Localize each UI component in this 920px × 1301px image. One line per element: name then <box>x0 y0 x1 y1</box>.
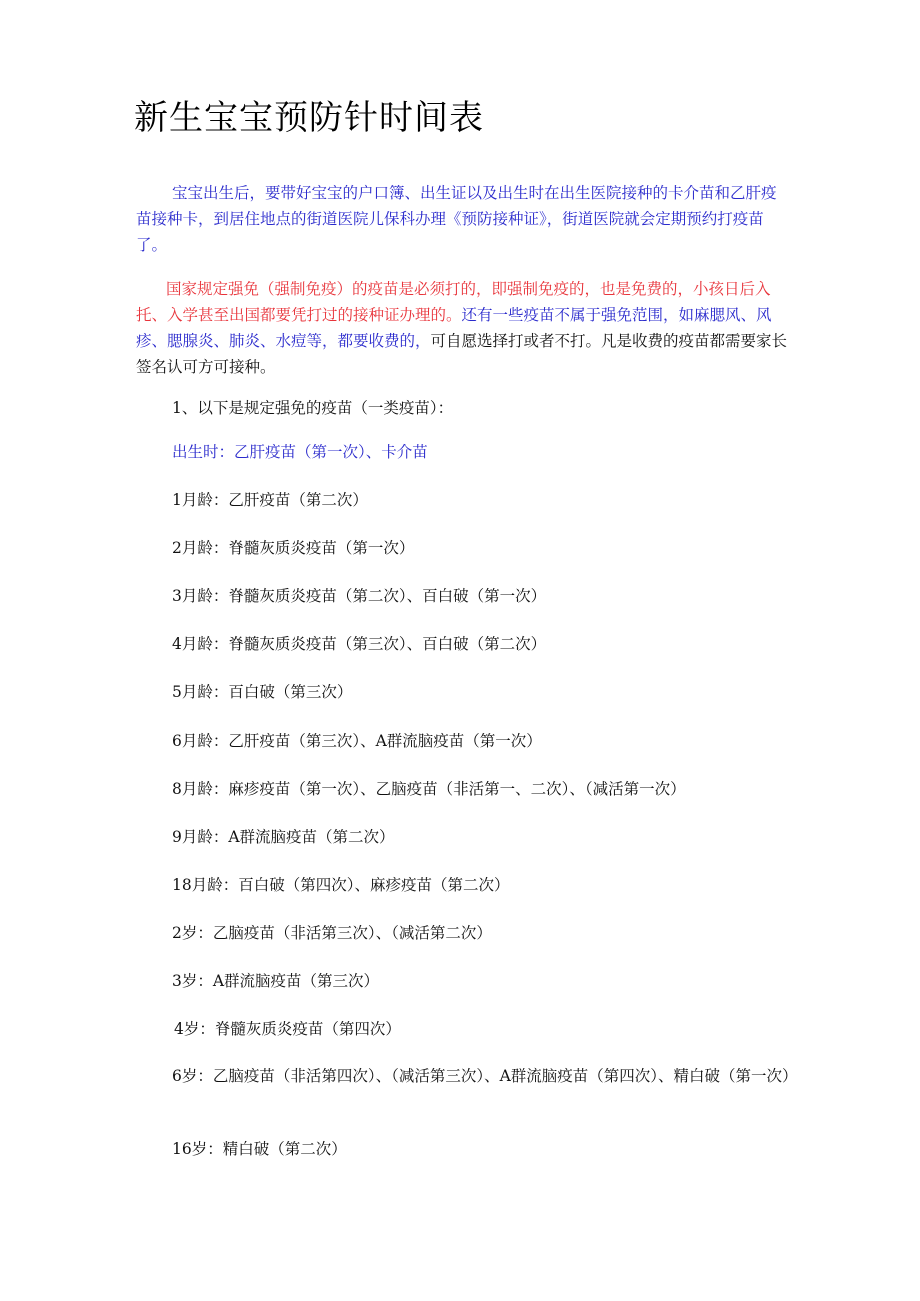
section-heading: 1、以下是规定强免的疫苗（一类疫苗）： <box>172 399 454 417</box>
schedule-item-6-month: 6月龄：乙肝疫苗（第三次）、A群流脑疫苗（第一次） <box>172 732 542 750</box>
schedule-item-18-month: 18月龄：百白破（第四次）、麻疹疫苗（第二次） <box>172 876 510 894</box>
schedule-item-2-month: 2月龄：脊髓灰质炎疫苗（第一次） <box>172 539 415 557</box>
schedule-item-1-month: 1月龄：乙肝疫苗（第二次） <box>172 491 368 509</box>
schedule-item-3-month: 3月龄：脊髓灰质炎疫苗（第二次）、百白破（第一次） <box>172 587 547 605</box>
policy-mandatory-text: 国家规定强免（强制免疫）的疫苗是必须打的，即强制免疫的，也是免费的，小孩日后入托、入学甚至出国都要凭打过的接种证办理的。 <box>136 280 771 324</box>
schedule-item-8-month: 8月龄：麻疹疫苗（第一次）、乙脑疫苗（非活第一、二次）、（减活第一次） <box>172 780 686 798</box>
schedule-item-3-year: 3岁：A群流脑疫苗（第三次） <box>172 972 380 990</box>
policy-optional-text: 还有一些疫苗不属于强免范围，如麻腮风、风疹、腮腺炎、肺炎、水痘等，都要收费的， <box>136 306 772 350</box>
schedule-item-4-year: 4岁：脊髓灰质炎疫苗（第四次） <box>174 1020 401 1038</box>
page-title: 新生宝宝预防针时间表 <box>134 98 484 138</box>
schedule-item-2-year: 2岁：乙脑疫苗（非活第三次）、（减活第二次） <box>172 924 492 942</box>
schedule-item-16-year: 16岁：精白破（第二次） <box>172 1140 347 1158</box>
schedule-item-birth: 出生时：乙肝疫苗（第一次）、卡介苗 <box>172 443 428 461</box>
policy-paragraph <box>136 276 788 380</box>
schedule-item-5-month: 5月龄：百白破（第三次） <box>172 683 353 701</box>
schedule-item-4-month: 4月龄：脊髓灰质炎疫苗（第三次）、百白破（第二次） <box>172 635 547 653</box>
schedule-item-9-month: 9月龄：A群流脑疫苗（第二次） <box>172 828 395 846</box>
policy-consent-text: 可自愿选择打或者不打。凡是收费的疫苗都需要家长签名认可方可接种。 <box>136 332 788 376</box>
intro-paragraph: 宝宝出生后，要带好宝宝的户口簿、出生证以及出生时在出生医院接种的卡介苗和乙肝疫苗接种卡，到居住地点的街道医院儿保科办理《预防接种证》，街道医院就会定期预约打疫苗了。 <box>136 184 777 254</box>
schedule-item-6-year: 6岁：乙脑疫苗（非活第四次）、（减活第三次）、A群流脑疫苗（第四次）、精白破（第一次） <box>172 1067 798 1085</box>
